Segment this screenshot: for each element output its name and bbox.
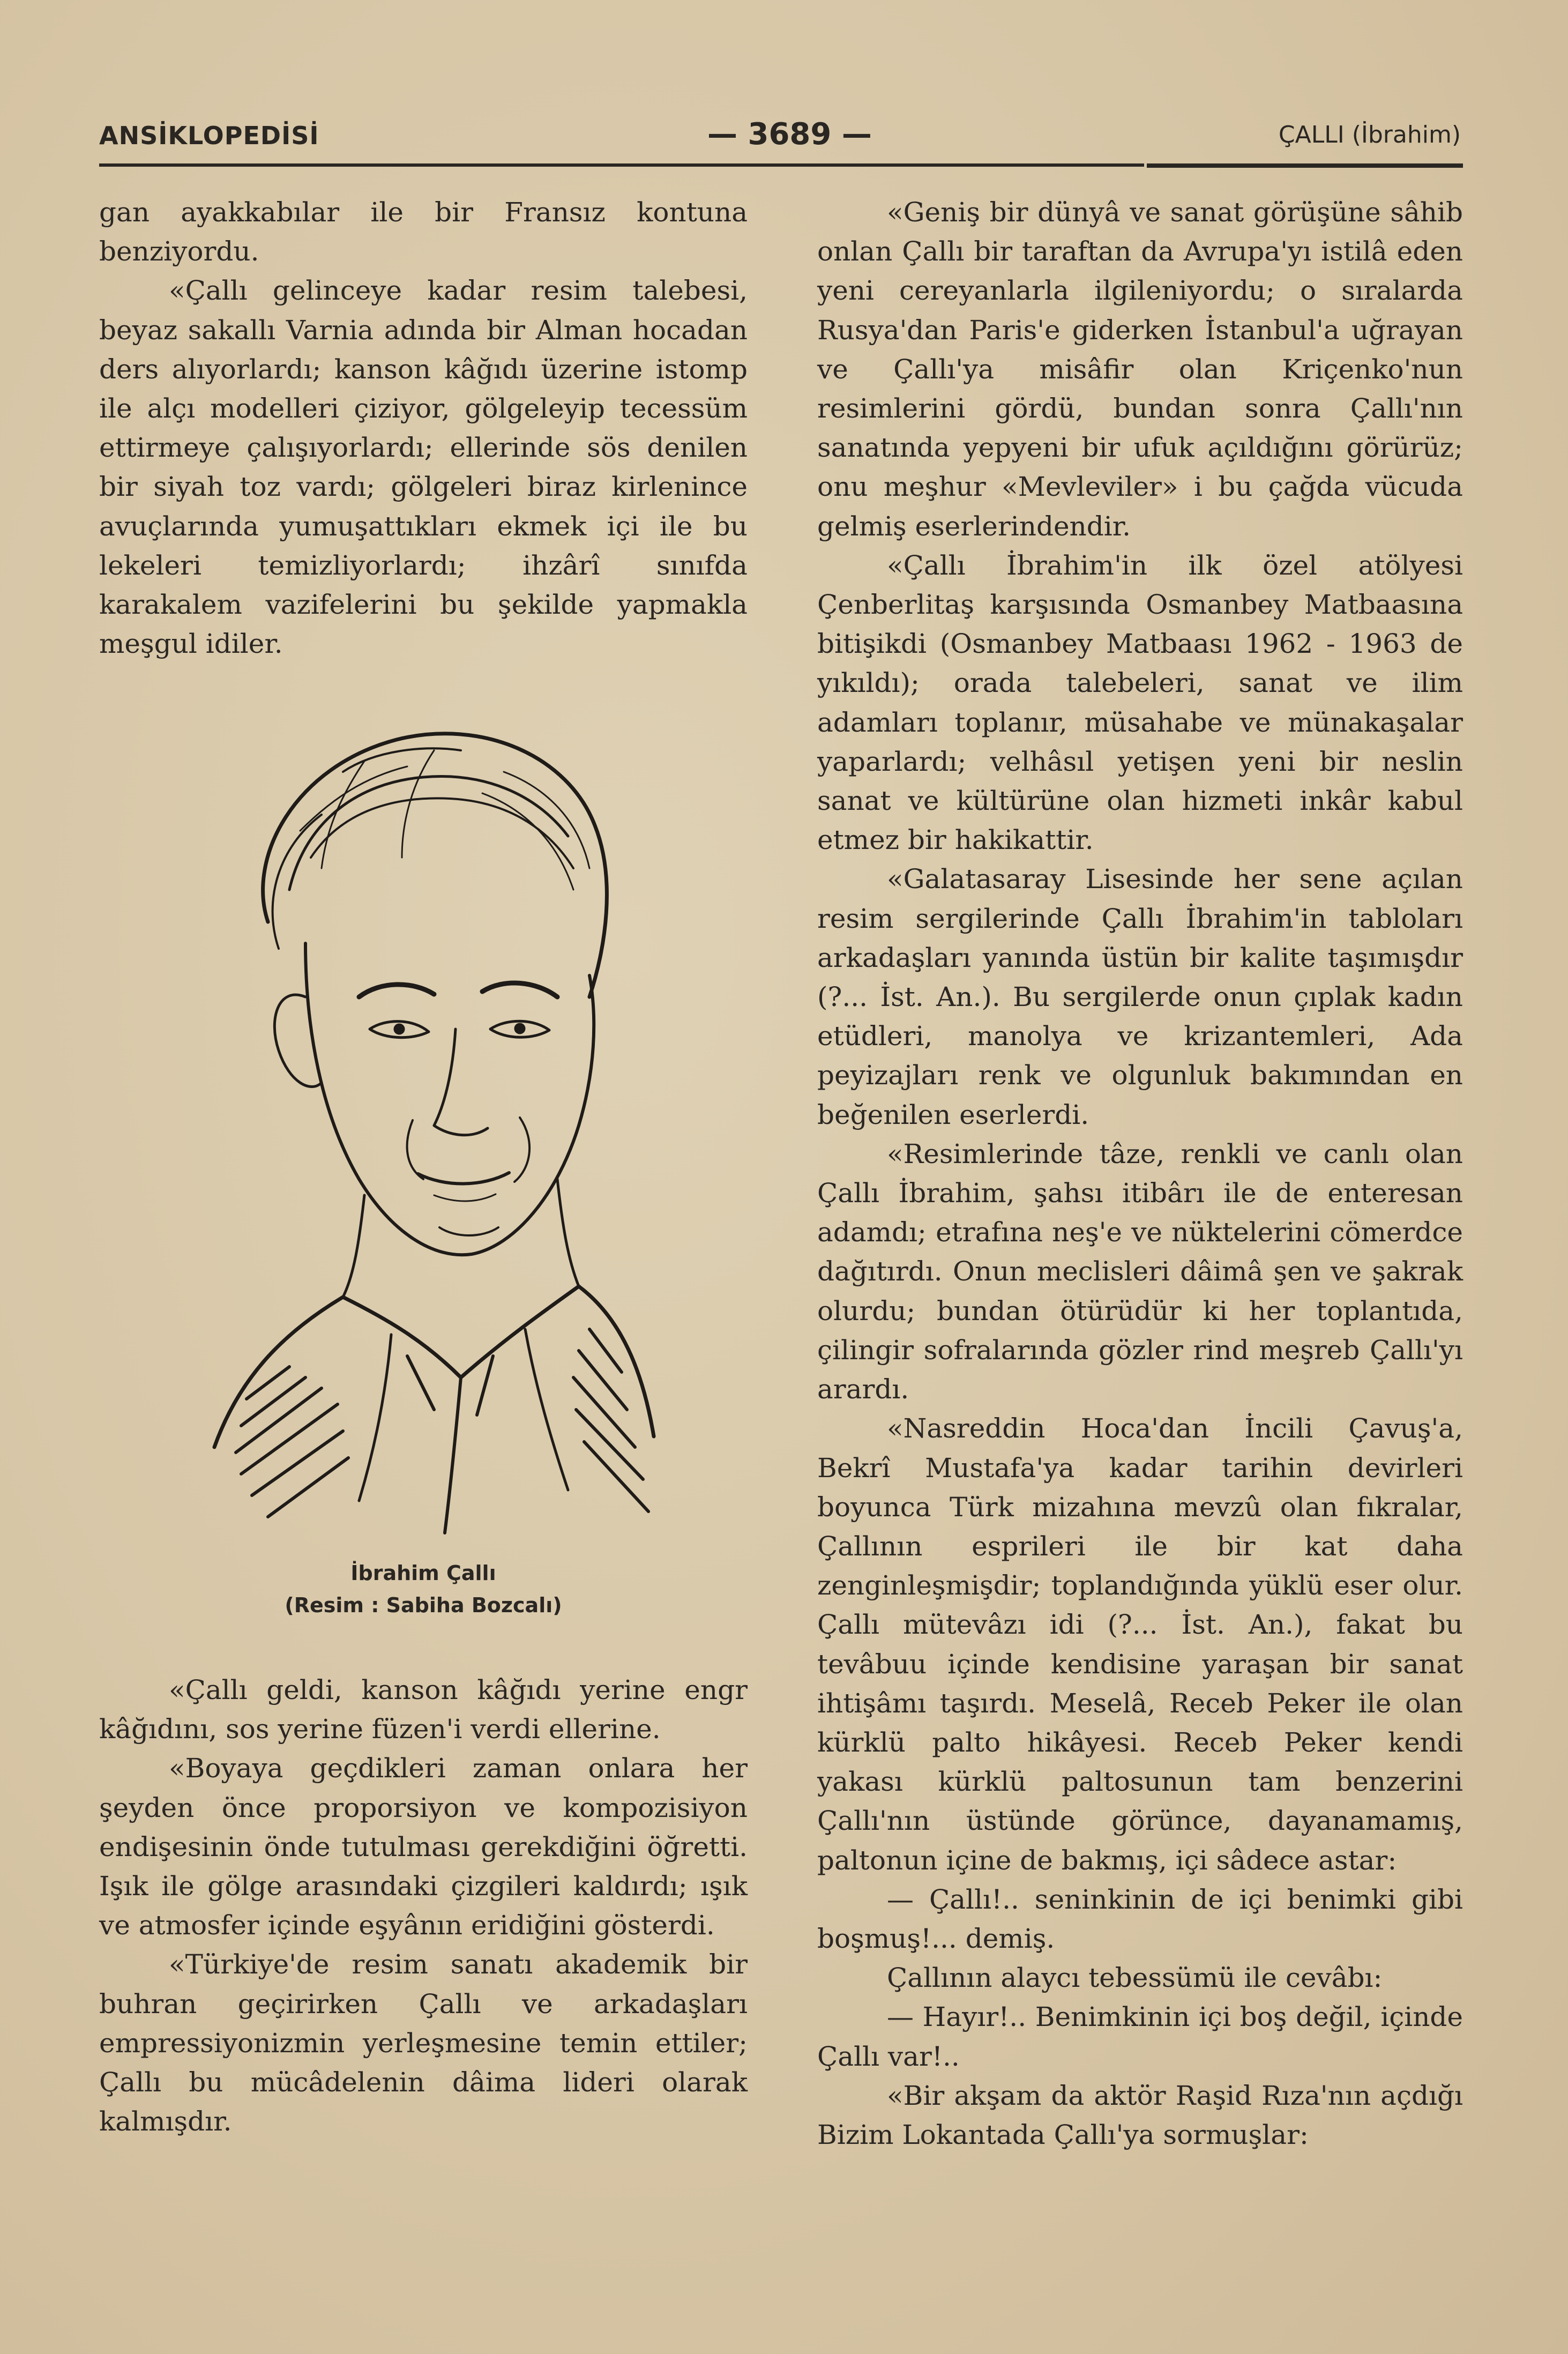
header-rule-left	[99, 163, 1144, 167]
paragraph: «Resimlerinde tâze, renkli ve canlı olan Çallı İbrahim, şahsı itibârı ile de enteresan adamdı; etrafına neş'e ve nüktelerini cömerdce dağıtırdı. Onun meclisleri dâimâ şen ve şakrak olurdu; bundan ötürüdür ki her toplantıda, çilingir sofralarında gözler rind meşreb Çallı'yı arardı.	[817, 1138, 1463, 1405]
page-number: — 3689 —	[707, 117, 872, 152]
header-title: ANSİKLOPEDİSİ	[99, 121, 319, 150]
paragraph: «Nasreddin Hoca'dan İncili Çavuş'a, Bekrî Mustafa'ya kadar tarihin devirleri boyunca Türk mizahına mevzû olan fıkralar, Çallının esprileri ile bir kat daha zenginleşmişdir; toplandığında yüklü eser olur. Çallı mütevâzı idi (?... İst. An.), fakat bu tevâbuu içinde kendisine yaraşan bir sanat ihtişâmı taşırdı. Meselâ, Receb Peker ile olan kürklü palto hikâyesi. Receb Peker kendi yakası kürklü paltosunun tam benzerini Çallı'nın üstünde görünce, dayanamamış, paltonun içine de bakmış, içi sâdece astar:	[817, 1413, 1463, 1876]
figure-caption	[99, 1557, 748, 1621]
caption-credit: (Resim : Sabiha Bozcalı)	[285, 1593, 562, 1617]
page-header	[99, 117, 1461, 160]
left-column	[99, 193, 748, 664]
paragraph: «Türkiye'de resim sanatı akademik bir buhran geçirirken Çallı ve arkadaşları empressiyonizmin yerleşmesine temin ettiler; Çallı bu mücâdelenin dâima lideri olarak kalmışdır.	[99, 1949, 748, 2137]
paragraph: «Geniş bir dünyâ ve sanat görüşüne sâhib onlan Çallı bir taraftan da Avrupa'yı istilâ eden yeni cereyanlarla ilgileniyordu; o sıralarda Rusya'dan Paris'e giderken İstanbul'a uğrayan ve Çallı'ya misâfir olan Kriçenko'nun resimlerini gördü, bundan sonra Çallı'nın sanatında yepyeni bir ufuk açıldığını görürüz; onu meşhur «Mevleviler» i bu çağda vücuda gelmiş eserlerindendir.	[817, 197, 1463, 542]
header-entry: ÇALLI (İbrahim)	[1278, 121, 1461, 148]
left-column-lower	[99, 1671, 748, 2141]
dialogue-line: Çallının alaycı tebessümü ile cevâbı:	[887, 1962, 1383, 1994]
header-rule-right	[1147, 163, 1463, 168]
right-column	[817, 193, 1463, 2155]
paragraph: «Galatasaray Lisesinde her sene açılan resim sergilerinde Çallı İbrahim'in tabloları arkadaşları yanında üstün bir kalite taşımışdır (?... İst. An.). Bu sergilerde onun çıplak kadın etüdleri, manolya ve krizantemleri, Ada peyizajları renk ve olgunluk bakımından en beğenilen eserlerdi.	[817, 863, 1463, 1130]
paragraph: gan ayakkabılar ile bir Fransız kontuna benziyordu.	[99, 197, 748, 267]
paragraph: «Çallı gelinceye kadar resim talebesi, beyaz sakallı Varnia adında bir Alman hocadan ders alıyorlardı; kanson kâğıdı üzerine istomp ile alçı modelleri çiziyor, gölgeleyip tecessüm ettirmeye çalışıyorlardı; ellerinde sös denilen bir siyah toz vardı; gölgeleri biraz kirlenince avuçlarında yumuşattıkları ekmek içi ile bu lekeleri temizliyorlardı; ihzârî sınıfda karakalem vazifelerini bu şekilde yapmakla meşgul idiler.	[99, 275, 748, 660]
paragraph: «Çallı İbrahim'in ilk özel atölyesi Çenberlitaş karşısında Osmanbey Matbaasına bitişikdi (Osmanbey Matbaası 1962 - 1963 de yıkıldı); orada talebeleri, sanat ve ilim adamları toplanır, müsahabe ve münakaşalar yaparlardı; velhâsıl yetişen yeni bir neslin sanat ve kültürüne olan hizmeti inkâr kabul etmez bir hakikattir.	[817, 549, 1463, 856]
paragraph: «Çallı geldi, kanson kâğıdı yerine engr kâğıdını, sos yerine füzen'i verdi ellerine.	[99, 1674, 748, 1745]
portrait-illustration-icon	[182, 697, 664, 1549]
dialogue-line: — Çallı!.. seninkinin de içi benimki gibi boşmuş!... demiş.	[817, 1883, 1463, 1954]
caption-name: İbrahim Çallı	[350, 1561, 496, 1585]
paragraph: «Bir akşam da aktör Raşid Rıza'nın açdığı Bizim Lokantada Çallı'ya sormuşlar:	[817, 2080, 1463, 2150]
dialogue-line: — Hayır!.. Benimkinin içi boş değil, içinde Çallı var!..	[817, 2001, 1463, 2072]
paragraph: «Boyaya geçdikleri zaman onlara her şeyden önce proporsiyon ve kompozisiyon endişesinin önde tutulması gerekdiğini öğretti. Işık ile gölge arasındaki çizgileri kaldırdı; ışık ve atmosfer içinde eşyânın eridiğini gösterdi.	[99, 1753, 748, 1941]
